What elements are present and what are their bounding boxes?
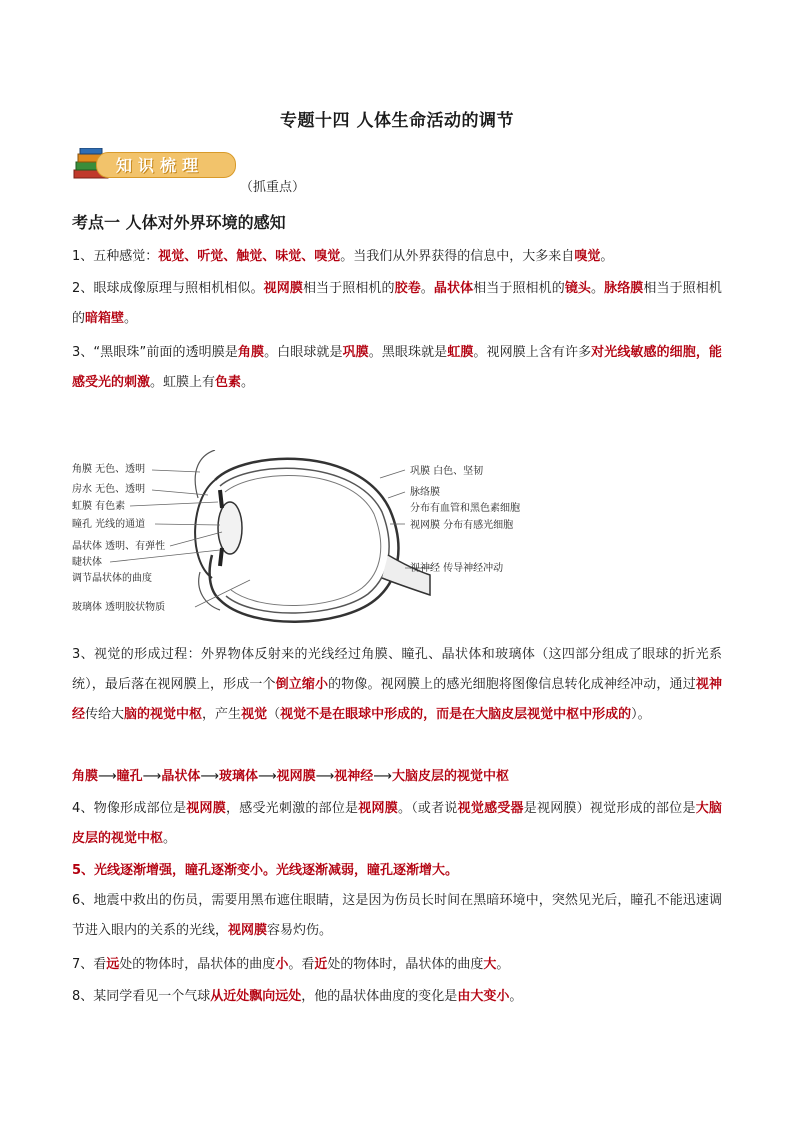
label-ciliary: 睫状体 — [72, 557, 102, 568]
highlight-span: 暗箱壁 — [85, 311, 125, 326]
label-vitreous: 玻璃体 透明胶状物质 — [72, 602, 166, 613]
highlight-span: 小 — [275, 957, 289, 972]
highlight-span: 虹膜 — [447, 345, 474, 360]
highlight-span: 近 — [314, 957, 328, 972]
flow-step: 视网膜 — [276, 769, 316, 784]
label-choroid: 脉络膜 — [410, 487, 440, 498]
text-span: 。（或者说 — [397, 801, 458, 816]
text-span: 传给大 — [85, 707, 125, 722]
label-optic-nerve: 视神经 传导神经冲动 — [410, 563, 504, 574]
highlight-span: 远 — [106, 957, 120, 972]
highlight-span: 倒立缩小 — [275, 677, 329, 692]
text-span: （ — [267, 707, 281, 722]
highlight-span: 大 — [483, 957, 497, 972]
text-span: 。视网膜上含有许多 — [473, 345, 592, 360]
text-span: 。看 — [288, 957, 315, 972]
text-span: 。 — [600, 249, 614, 264]
paragraph-7 — [72, 886, 722, 946]
paragraph-6: 5、光线逐渐增强，瞳孔逐渐变小。光线逐渐减弱，瞳孔逐渐增大。 — [72, 863, 459, 878]
text-span: 处的物体时，晶状体的曲度 — [327, 957, 484, 972]
section-badge — [72, 148, 236, 184]
page-title: 专题十四 人体生命活动的调节 — [280, 111, 514, 131]
flow-step: 角膜 — [72, 769, 99, 784]
highlight-span: 视网膜 — [228, 923, 268, 938]
vision-pathway-flow — [72, 762, 722, 792]
text-span: 处的物体时，晶状体的曲度 — [119, 957, 276, 972]
highlight-span: 对光线敏感的细胞，能感受光的刺激 — [72, 345, 722, 390]
label-retina: 视网膜 分布有感光细胞 — [410, 520, 514, 531]
highlight-span: 大脑皮层的视觉中枢 — [72, 801, 722, 846]
highlight-span: 视觉 — [241, 707, 268, 722]
highlight-span: 视网膜 — [186, 801, 226, 816]
highlight-span: 巩膜 — [342, 345, 369, 360]
text-span: 。虹膜上有 — [150, 375, 216, 390]
text-span: 3、视觉的形成过程：外界物体反射来的光线经过角膜、瞳孔、晶状体和玻璃体（这四部分组成了眼球的折光系统），最后落在视网膜上，形成一个 — [72, 647, 722, 692]
text-span: ，他的晶状体曲度的变化是 — [301, 989, 458, 1004]
highlight-span: 晶状体 — [433, 281, 474, 296]
text-span: 8、某同学看见一个气球 — [72, 989, 211, 1004]
text-span: 。 — [241, 375, 255, 390]
label-pupil: 瞳孔 光线的通道 — [72, 519, 146, 530]
label-lens: 晶状体 透明、有弹性 — [72, 541, 166, 552]
text-span: 相当于照相机的 — [72, 281, 722, 326]
highlight-span: 镜头 — [564, 281, 592, 296]
lens-shape — [218, 502, 242, 554]
arrow-icon: ⟶ — [142, 769, 162, 784]
text-span: 。 — [509, 989, 523, 1004]
text-span: 1、五种感觉： — [72, 249, 159, 264]
highlight-span: 视觉不是在眼球中形成的，而是在大脑皮层视觉中枢中形成的 — [280, 707, 632, 722]
text-span: 7、看 — [72, 957, 107, 972]
label-sclera: 巩膜 白色、坚韧 — [410, 466, 484, 477]
text-span: 。黑眼珠就是 — [368, 345, 448, 360]
highlight-span: 视网膜 — [358, 801, 398, 816]
text-span: ，感受光刺激的部位是 — [226, 801, 359, 816]
flow-step: 晶状体 — [161, 769, 201, 784]
text-span: ，产生 — [202, 707, 242, 722]
highlight-span: 视神经 — [72, 677, 722, 722]
label-cornea: 角膜 无色、透明 — [72, 464, 146, 475]
highlight-span: 色素 — [215, 375, 242, 390]
section-heading: 考点一 人体对外界环境的感知 — [72, 213, 286, 232]
flow-step: 大脑皮层的视觉中枢 — [391, 769, 509, 784]
arrow-icon: ⟶ — [200, 769, 219, 784]
text-span: 3、“黑眼珠”前面的透明膜是 — [72, 345, 238, 360]
leader-lines-right — [380, 470, 432, 568]
text-span: 相当于照相机的 — [473, 281, 565, 296]
text-span: 2、眼球成像原理与照相机相似。 — [72, 281, 264, 296]
retina-outline — [225, 475, 381, 605]
text-span: 。 — [591, 281, 605, 296]
text-span: 。当我们从外界获得的信息中，大多来自 — [340, 249, 575, 264]
arrow-icon: ⟶ — [98, 769, 117, 784]
badge-label: 知识梳理 — [116, 156, 205, 175]
arrow-icon: ⟶ — [257, 769, 277, 784]
paragraph-5 — [72, 794, 722, 854]
label-aqueous: 房水 无色、透明 — [72, 484, 146, 495]
highlight-span: 视觉、听觉、触觉、味觉、嗅觉 — [158, 249, 341, 264]
paragraph-9 — [72, 982, 722, 1012]
eye-structure-diagram — [70, 450, 590, 630]
highlight-span: 角膜 — [237, 345, 265, 360]
highlight-span: 胶卷 — [394, 281, 421, 296]
paragraph-3 — [72, 338, 722, 398]
text-span: 相当于照相机的 — [302, 281, 395, 296]
text-span: 。 — [420, 281, 434, 296]
flow-step: 视神经 — [334, 769, 374, 784]
highlight-span: 视网膜 — [263, 281, 303, 296]
highlight-span: 嗅觉 — [574, 249, 601, 264]
flow-step: 玻璃体 — [218, 769, 258, 784]
optic-nerve — [382, 555, 430, 595]
arrow-icon: ⟶ — [315, 769, 335, 784]
paragraph-2 — [72, 274, 722, 334]
paragraph-4 — [72, 640, 722, 730]
arrow-icon: ⟶ — [373, 769, 392, 784]
highlight-span: 从近处飘向远处 — [210, 989, 302, 1004]
text-span: 容易灼伤。 — [267, 923, 333, 938]
text-span: ）。 — [631, 707, 651, 722]
highlight-span: 脉络膜 — [604, 281, 644, 296]
label-ciliary-desc: 调节晶状体的曲度 — [72, 573, 152, 584]
label-choroid-desc: 分布有血管和黑色素细胞 — [410, 503, 520, 514]
text-span: 的物像。视网膜上的感光细胞将图像信息转化成神经冲动，通过 — [328, 677, 696, 692]
highlight-span: 视觉感受器 — [457, 801, 524, 816]
choroid-outline — [220, 468, 389, 613]
text-span: 。 — [124, 311, 138, 326]
text-span: 。白眼球就是 — [264, 345, 343, 360]
highlight-span: 脑的视觉中枢 — [124, 707, 203, 722]
text-span: 4、物像形成部位是 — [72, 801, 187, 816]
text-span: 是视网膜）视觉形成的部位是 — [523, 801, 696, 816]
text-span: 。 — [496, 957, 510, 972]
label-iris: 虹膜 有色素 — [72, 501, 126, 512]
highlight-span: 由大变小 — [457, 989, 510, 1004]
text-span: 。 — [163, 831, 177, 846]
paragraph-8 — [72, 950, 722, 980]
emphasis-note: （抓重点） — [240, 180, 306, 195]
flow-step: 瞳孔 — [116, 769, 143, 784]
paragraph-1 — [72, 242, 722, 272]
text-span: 6、地震中救出的伤员，需要用黑布遮住眼睛，这是因为伤员长时间在黑暗环境中，突然见光后，瞳孔不能迅速调节进入眼内的关系的光线， — [72, 893, 722, 938]
